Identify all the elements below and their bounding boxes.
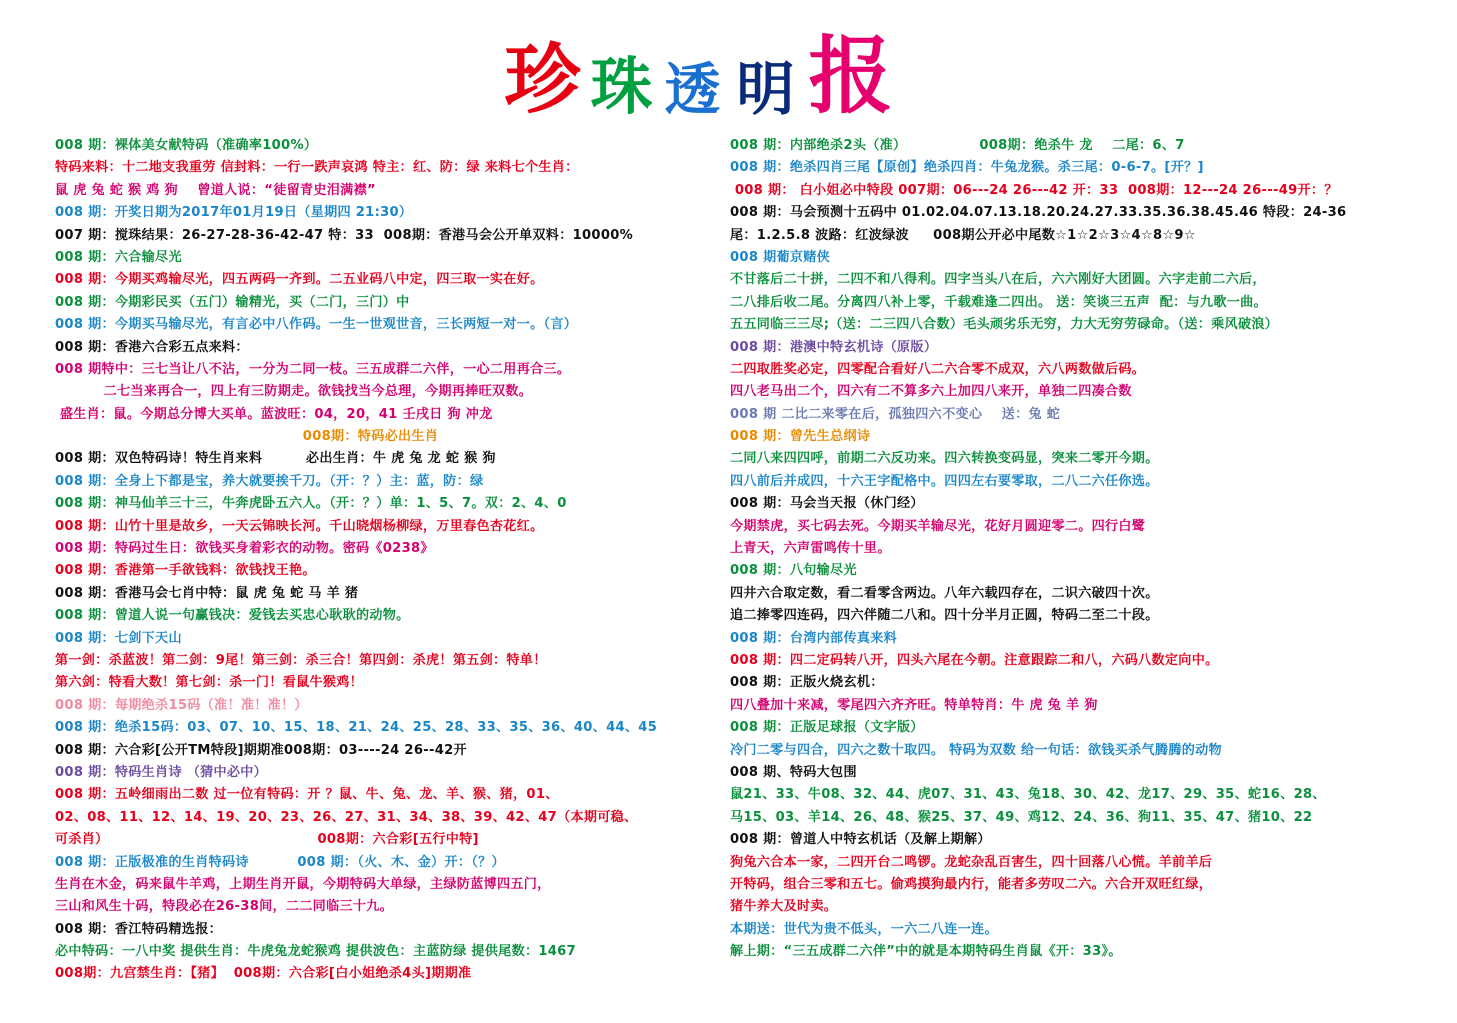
- left-text-line: 第一剑：杀蓝波！第二剑：9尾！第三剑：杀三合！第四剑：杀虎！第五剑：特单！: [55, 652, 547, 668]
- left-text-line: 008 期：每期绝杀15码（准！准！准！）: [55, 697, 308, 713]
- right-text-line: 上青天，六声雷鸣传十里。: [730, 541, 891, 557]
- right-text-line: 008 期：曾道人中特玄机话（及解上期解）: [730, 832, 991, 848]
- right-text-line: 008 期：港澳中特玄机诗（原版）: [730, 339, 938, 355]
- left-text-line: 008期：特码必出生肖: [55, 429, 439, 445]
- right-text-line: 尾：1.2.5.8 波路：红波绿波 008期公开必中尾数☆1☆2☆3☆4☆8☆9☆: [730, 227, 1196, 243]
- right-text-line: 008 期： 白小姐必中特段 007期：06---24 26---42 开：33 008期：12---24 26---49开：？: [730, 182, 1338, 198]
- right-text-line: 解上期：“三五成群二六伴”中的就是本期特码生肖鼠《开：33》。: [730, 944, 1122, 960]
- left-text-line: 008 期特中：三七当让八不沾，一分为二同一枝。三五成群二六伴，一心二用再合三。: [55, 361, 571, 377]
- left-column: [55, 135, 715, 986]
- right-text-line: 008 期：马会当天报（休门经）: [730, 496, 924, 512]
- left-text-line: 二七当来再合一，四上有三防期走。欲钱找当今总理，今期再捧旺双数。: [55, 384, 533, 400]
- left-text-line: 008 期：曾道人说一句赢钱决：爱钱去买忠心耿耿的动物。: [55, 608, 410, 624]
- title-char-5: 报: [808, 26, 893, 125]
- left-text-line: 008 期：五岭细雨出二数 过一位有特码：开 ？鼠、牛、兔、龙、羊、猴、猪，01、: [55, 787, 559, 803]
- left-text-line: 008 期：六合输尽光: [55, 249, 182, 265]
- left-text-line: 008期：九宫禁生肖：【猪】 008期：六合彩[白小姐绝杀4头]期期准: [55, 966, 472, 982]
- left-text-line: 盛生肖：鼠。今期总分博大买单。蓝波旺：04，20，41 壬戌日 狗 冲龙: [55, 406, 493, 422]
- right-text-line: 马15、03、羊14、26、48、猴25、37、49、鸡12、24、36、狗11、35、47、猪10、22: [730, 809, 1313, 825]
- left-text-line: 007 期：搅珠结果：26-27-28-36-42-47 特：33 008期：香港马会公开单双料：10000%: [55, 227, 634, 243]
- left-text-line: 008 期：山竹十里是故乡，一天云锦映长河。千山晓烟杨柳绿，万里春色杏花红。: [55, 518, 544, 534]
- right-text-line: 二八排后收二尾。分离四八补上零，千载难逢二四出。 送：笑谈三五声 配：与九歌一曲。: [730, 294, 1267, 310]
- right-text-line: 鼠21、33、牛08、32、44、虎07、31、43、兔18、30、42、龙17、29、35、蛇16、28、: [730, 787, 1326, 803]
- right-text-line: 冷门二零与四合，四六之数十取四。 特码为双数 给一句话：欲钱买杀气腾腾的动物: [730, 742, 1222, 758]
- right-text-line: 猪牛养大及时卖。: [730, 899, 838, 915]
- right-text-line: 四八叠加十来减，零尾四六齐齐旺。特单特肖：牛 虎 兔 羊 狗: [730, 697, 1098, 713]
- title-char-3: 透: [664, 57, 721, 123]
- right-text-line: 008 期：正版火烧玄机：: [730, 675, 884, 691]
- title-char-2: 珠: [590, 50, 653, 123]
- right-text-line: 四八前后并成四，十六王字配格中。四四左右要零取，二八二六任你选。: [730, 473, 1159, 489]
- left-text-line: 02、08、11、12、14、19、20、23、26、27、31、34、38、39、42、47（本期可稳、: [55, 809, 638, 825]
- right-text-line: 008 期：曾先生总纲诗: [730, 429, 871, 445]
- title-char-4: 明: [736, 55, 795, 123]
- left-text-line: 008 期：绝杀15码：03、07、10、15、18、21、24、25、28、33、35、36、40、44、45: [55, 720, 658, 736]
- left-text-line: 008 期：六合彩[公开TM特段]期期准008期：03----24 26--42开: [55, 742, 467, 758]
- right-text-line: 五五同临三三尽;（送：二三四八合数）毛头顽劣乐无穷，力大无穷劳碌命。（送：乘风破浪）: [730, 317, 1279, 333]
- left-text-line: 008 期：裸体美女献特码（准确率100%）: [55, 138, 318, 153]
- right-text-line: 008 期：四二定码转八开，四头六尾在今朝。注意跟踪二和八，六码八数定向中。: [730, 652, 1219, 668]
- left-text-line: 生肖在木金，码来鼠牛羊鸡，上期生肖开鼠，今期特码大单绿，主绿防蓝博四五门，: [55, 876, 551, 892]
- right-text-line: 四八老马出二个，四六有二不算多六上加四八来开，单独二四凑合数: [730, 384, 1132, 400]
- left-text-line: 必中特码：一八中奖 提供生肖：牛虎兔龙蛇猴鸡 提供波色：主蓝防绿 提供尾数：1467: [55, 944, 576, 960]
- right-column: [730, 135, 1440, 963]
- right-text-line: 追二捧零四连码，四六伴随二八和。四十分半月正圆，特码二至二十段。: [730, 608, 1159, 624]
- left-text-line: 008 期：今期买鸡输尽光，四五两码一齐到。二五业码八中定，四三取一实在好。: [55, 272, 544, 288]
- left-text-line: 008 期：正版极准的生肖特码诗 008 期：（火、木、金）开：（？）: [55, 854, 505, 870]
- right-text-line: 今期禁虎，买七码去死。今期买羊输尽光，花好月圆迎零二。四行白鹭: [730, 518, 1146, 534]
- right-text-line: 008 期：正版足球报（文字版）: [730, 720, 924, 736]
- right-text-line: 四井六合取定数，看二看零含两边。八年六载四存在，二识六破四十次。: [730, 585, 1159, 601]
- left-text-line: 008 期：特码生肖诗 （猜中必中）: [55, 764, 268, 780]
- right-text-line: 008 期 二比二来零在后，孤独四六不变心 送：兔 蛇: [730, 406, 1061, 422]
- right-text-line: 狗兔六合本一家，二四开台二鸣锣。龙蛇杂乱百害生，四十回落八心慌。羊前羊后: [730, 854, 1213, 870]
- right-text-line: 008 期、特码大包围: [730, 764, 857, 780]
- right-text-line: 008 期葡京赌侠: [730, 249, 831, 265]
- right-text-line: 008 期：马会预测十五码中 01.02.04.07.13.18.20.24.27.33.35.36.38.45.46 特段：24-36: [730, 205, 1347, 221]
- left-text-line: 特码来料：十二地支我重劳 信封料：一行一跌声哀鸿 特主：红、防：绿 来料七个生肖：: [55, 160, 579, 176]
- title-char-1: 珍: [504, 35, 581, 124]
- left-text-line: 第六剑：特看大数！第七剑：杀一门！看鼠牛猴鸡！: [55, 675, 364, 691]
- left-text-line: 008 期：神马仙羊三十三，牛奔虎卧五六人。（开：？）单：1、5、7。双：2、4、0: [55, 496, 567, 512]
- left-text-line: 三山和风生十码，特段必在26-38间，二二同临三十九。: [55, 899, 394, 915]
- left-text-line: 鼠 虎 兔 蛇 猴 鸡 狗 曾道人说：“徒留青史泪满襟”: [55, 182, 376, 198]
- left-text-line: 008 期：七剑下天山: [55, 630, 182, 646]
- left-text-line: 008 期：开奖日期为2017年01月19日（星期四 21:30）: [55, 205, 413, 221]
- left-text-line: 008 期：今期彩民买（五门）输精光，买（二门，三门）中: [55, 294, 410, 310]
- right-text-line: 008 期：台湾内部传真来料: [730, 630, 898, 646]
- right-text-line: 二四取胜奖必定，四零配合看好八二六合零不成双，六八两数做后码。: [730, 361, 1146, 377]
- left-text-line: 008 期：香江特码精选报：: [55, 921, 223, 937]
- right-text-line: 开特码，组合三零和五七。偷鸡摸狗最内行，能者多劳叹二六。六合开双旺红绿，: [730, 876, 1213, 892]
- left-text-line: 008 期：特码过生日：欲钱买身着彩衣的动物。密码《0238》: [55, 541, 434, 557]
- left-text-line: 008 期：香港六合彩五点来料：: [55, 339, 249, 355]
- right-text-line: 二同八来四四呼，前期二六反功来。四六转换变码显，突来二零开今期。: [730, 451, 1159, 467]
- right-text-line: 本期送：世代为贵不低头，一六二八连一连。: [730, 921, 998, 937]
- left-text-line: 008 期：香港第一手欲钱料：欲钱找王艳。: [55, 563, 316, 579]
- left-text-line: 008 期：双色特码诗！特生肖来料 必出生肖：牛 虎 兔 龙 蛇 猴 狗: [55, 451, 496, 467]
- right-text-line: 008 期：八句输尽光: [730, 563, 857, 579]
- left-text-line: 可杀肖） 008期：六合彩[五行中特]: [55, 832, 479, 848]
- left-text-line: 008 期：香港马会七肖中特：鼠 虎 兔 蛇 马 羊 猪: [55, 585, 359, 601]
- right-text-line: 不甘落后二十拼，二四不和八得利。四字当头八在后，六六刚好大团圆。六字走前二六后，: [730, 272, 1266, 288]
- right-text-line: 008 期：内部绝杀2头（准） 008期：绝杀牛 龙 二尾：6、7: [730, 138, 1185, 153]
- page-title: [0, 26, 1457, 125]
- left-text-line: 008 期：今期买马输尽光，有言必中八作码。一生一世观世音，三长两短一对一。（言）: [55, 317, 578, 333]
- right-text-line: 008 期：绝杀四肖三尾【原创】绝杀四肖：牛兔龙猴。杀三尾：0-6-7。[开？]: [730, 160, 1204, 176]
- left-text-line: 008 期：全身上下都是宝，养大就要挨千刀。（开：？）主：蓝，防：绿: [55, 473, 484, 489]
